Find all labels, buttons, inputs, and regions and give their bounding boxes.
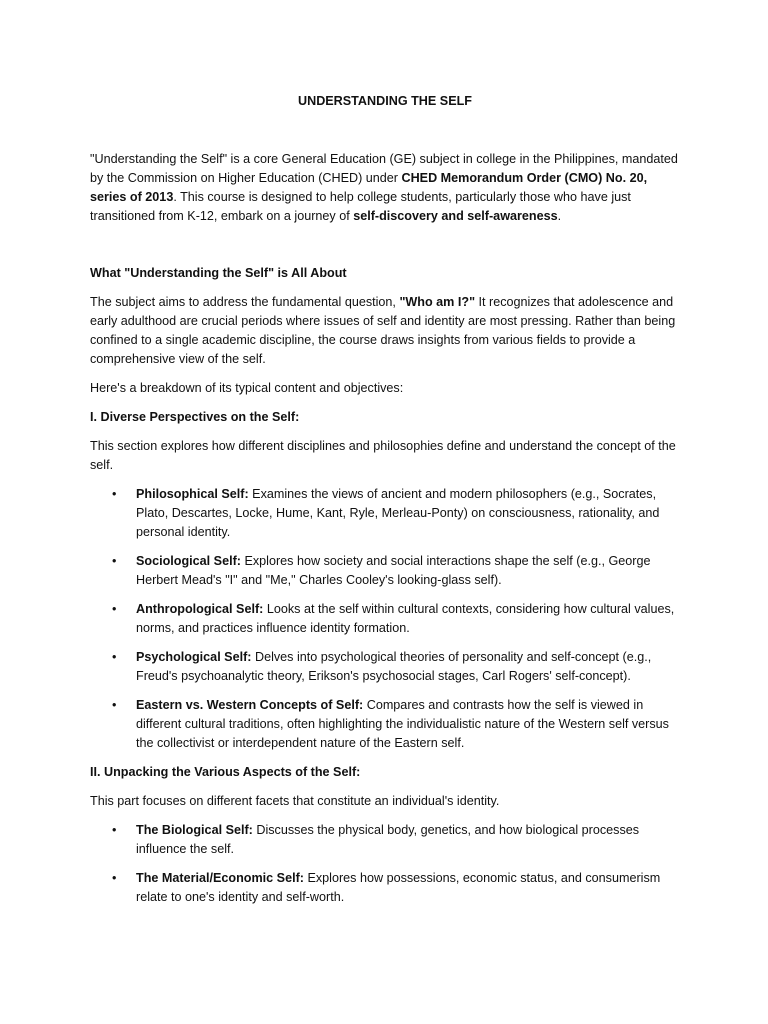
bullet-icon: • [112,650,117,664]
list-item [90,696,680,753]
intro-text-3: . [557,209,562,223]
list-item-term: The Biological Self: [136,823,253,837]
section-heading-what: What "Understanding the Self" is All About [90,266,347,280]
what-paragraph-2: Here's a breakdown of its typical content and objectives: [90,381,404,395]
section-1-list [90,485,680,753]
list-item-text: Looks at the self within cultural contexts, considering how cultural values, norms, and practices influence identity formation. [136,602,675,635]
what-bold-1: "Who am I?" [399,295,476,309]
list-item [90,552,680,590]
list-item-text: Discusses the physical body, genetics, and how biological processes influence the self. [136,823,640,856]
section-heading-1: I. Diverse Perspectives on the Self: [90,410,300,424]
section-2-intro: This part focuses on different facets that constitute an individual's identity. [90,794,500,808]
list-item [90,648,680,686]
list-item [90,821,680,859]
list-item-text: Compares and contrasts how the self is viewed in different cultural traditions, often highlighting the individualistic nature of the Western self versus the collectivist or interdependent nature of the Eastern self. [136,698,669,750]
what-text-2: It recognizes that adolescence and early adulthood are crucial periods where issues of self and identity are most pressing. Rather than being confined to a single academic discipline, the course draws insights from various fields to provide a comprehensive view of the self. [90,295,676,366]
bullet-icon: • [112,823,117,837]
bullet-icon: • [112,871,117,885]
list-item-text: Examines the views of ancient and modern philosophers (e.g., Socrates, Plato, Descartes, Locke, Hume, Kant, Ryle, Merleau-Ponty) on consciousness, rationality, and personal identity. [136,487,660,539]
intro-bold-2: self-discovery and self-awareness [353,209,558,223]
list-item-text: Explores how possessions, economic status, and consumerism relate to one's identity and self-worth. [136,871,661,904]
bullet-icon: • [112,602,117,616]
section-1-intro: This section explores how different disciplines and philosophies define and understand the concept of the self. [90,439,676,472]
bullet-icon: • [112,698,117,712]
list-item-term: Philosophical Self: [136,487,249,501]
list-item-text: Delves into psychological theories of personality and self-concept (e.g., Freud's psychoanalytic theory, Erikson's psychosocial stages, Carl Rogers' self-concept). [136,650,652,683]
list-item-text: Explores how society and social interactions shape the self (e.g., George Herbert Mead's "I" and "Me," Charles Cooley's looking-glass self). [136,554,651,587]
list-item-term: The Material/Economic Self: [136,871,304,885]
list-item [90,600,680,638]
bullet-icon: • [112,554,117,568]
document-page [90,92,680,917]
list-item-term: Anthropological Self: [136,602,264,616]
what-text-1: The subject aims to address the fundamental question, [90,295,400,309]
section-heading-2: II. Unpacking the Various Aspects of the Self: [90,765,361,779]
intro-text-2: . This course is designed to help college students, particularly those who have just transitioned from K-12, embark on a journey of [90,190,631,223]
intro-paragraph [90,150,680,226]
what-paragraph-1 [90,293,680,369]
list-item [90,485,680,542]
list-item-term: Sociological Self: [136,554,241,568]
intro-bold-1: CHED Memorandum Order (CMO) No. 20, series of 2013 [90,171,648,204]
list-item-term: Eastern vs. Western Concepts of Self: [136,698,364,712]
list-item [90,869,680,907]
bullet-icon: • [112,487,117,501]
section-2-list [90,821,680,907]
list-item-term: Psychological Self: [136,650,252,664]
intro-text-1: "Understanding the Self" is a core General Education (GE) subject in college in the Philippines, mandated by the Commission on Higher Education (CHED) under [90,152,678,185]
document-title: UNDERSTANDING THE SELF [298,94,472,108]
